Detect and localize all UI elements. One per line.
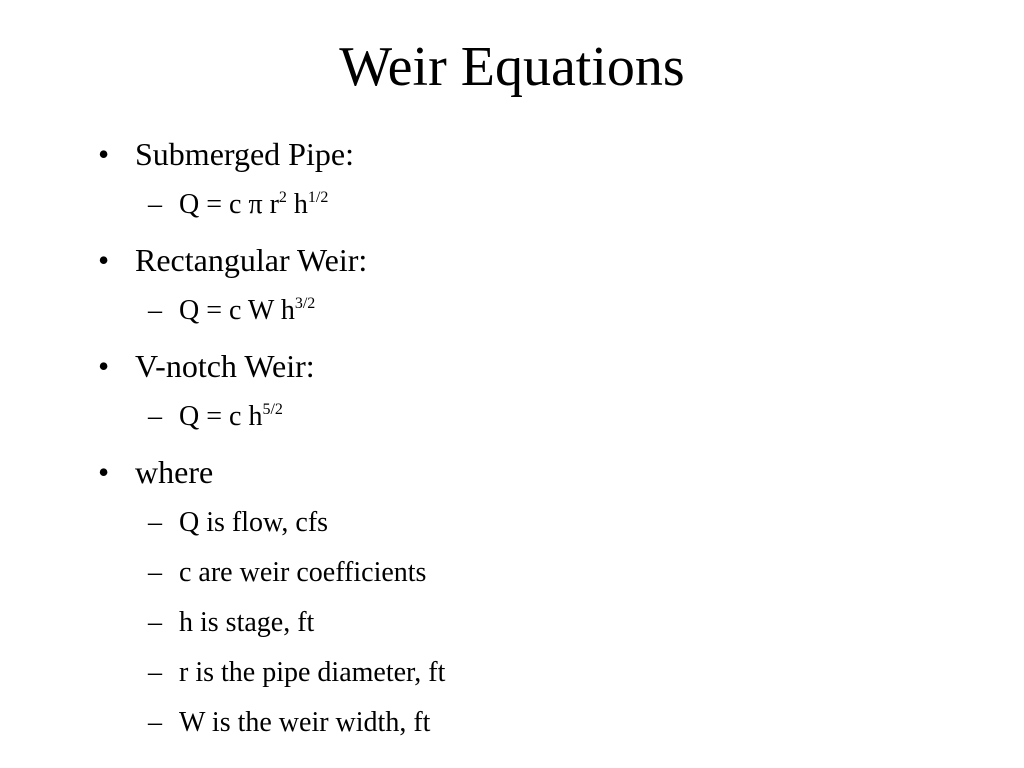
definition-item (0, 598, 1024, 648)
sub-bullet-dash: – (148, 295, 162, 326)
bullet-label: V-notch Weir: (135, 348, 315, 384)
sub-bullet-dash: – (148, 401, 162, 432)
pi-symbol: π (248, 189, 263, 220)
bullet-dot: • (98, 242, 110, 278)
sub-bullet-dash: – (148, 607, 162, 638)
sub-bullet-dash: – (148, 507, 162, 538)
sub-bullet-dash: – (148, 189, 162, 220)
equation-rectangular-weir (0, 286, 1024, 336)
exponent: 3/2 (294, 295, 316, 312)
bullet-list (0, 128, 1024, 748)
equation-submerged-pipe (0, 180, 1024, 230)
exponent: 1/2 (307, 189, 329, 206)
exponent: 2 (278, 189, 287, 206)
sub-bullet-dash: – (148, 657, 162, 688)
definition-item (0, 548, 1024, 598)
bullet-label: Submerged Pipe: (135, 136, 354, 172)
bullet-label: where (135, 454, 214, 490)
definition-item (0, 648, 1024, 698)
equation-part: r (262, 189, 279, 220)
equation-part: Q = c h (179, 401, 263, 432)
definition-text: c are weir coefficients (179, 557, 427, 588)
definition-text: h is stage, ft (179, 607, 315, 638)
definition-item (0, 498, 1024, 548)
bullet-submerged-pipe (0, 128, 1024, 180)
bullet-dot: • (98, 454, 110, 490)
bullet-rectangular-weir (0, 234, 1024, 286)
equation-part: h (286, 189, 308, 220)
bullet-label: Rectangular Weir: (135, 242, 368, 278)
definition-text: r is the pipe diameter, ft (179, 657, 446, 688)
exponent: 5/2 (262, 401, 283, 418)
slide-title: Weir Equations (339, 36, 685, 98)
definition-text: Q is flow, cfs (179, 507, 329, 538)
equation-v-notch-weir (0, 392, 1024, 442)
sub-bullet-dash: – (148, 557, 162, 588)
bullet-dot: • (98, 136, 110, 172)
bullet-dot: • (98, 348, 110, 384)
definition-text: W is the weir width, ft (179, 707, 431, 738)
bullet-v-notch-weir (0, 340, 1024, 392)
definition-item (0, 698, 1024, 748)
bullet-where (0, 446, 1024, 498)
sub-bullet-dash: – (148, 707, 162, 738)
equation-part: Q = c (179, 189, 249, 220)
equation-part: Q = c W h (179, 295, 295, 326)
